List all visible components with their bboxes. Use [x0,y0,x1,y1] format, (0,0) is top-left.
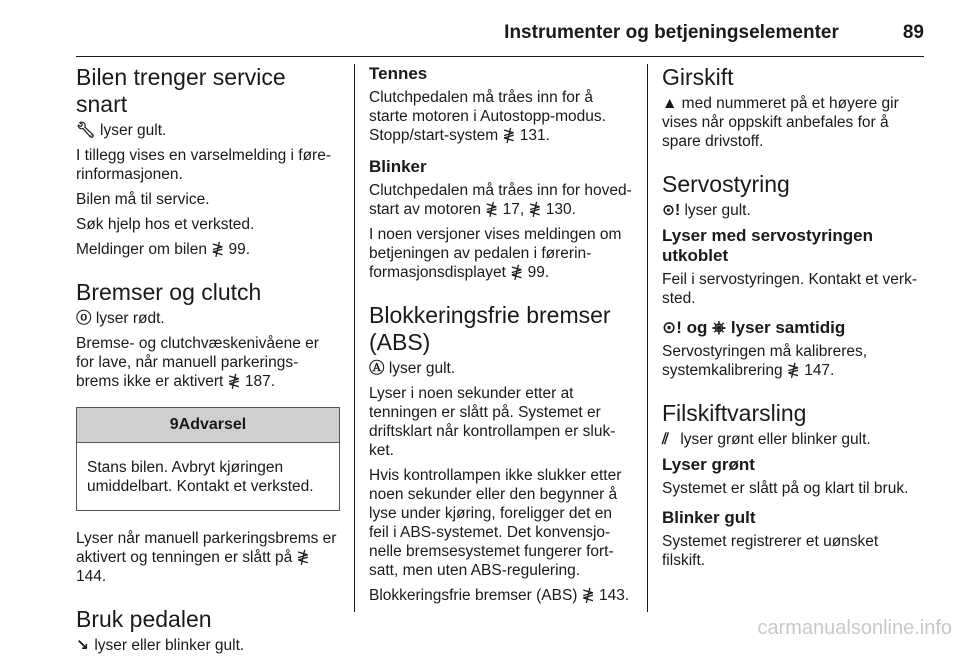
pedal-icon: ↘ [76,637,89,654]
lane-icon-line: ⫽ lyser grønt eller blinker gult. [662,431,871,448]
sub-steering-off: Lyser med servostyringen utkoblet [662,226,874,265]
heading-brakes-clutch: Bremser og clutch [76,279,262,305]
brake-warning-icon: ⓞ [76,310,92,327]
steering-wheel-icon: ⎈ [712,318,726,337]
watermark: carmanualsonline.info [757,617,952,639]
lane-p2: Systemet registrerer et uønsket filskift. [662,533,879,569]
steering-icon-line: ⊙! lyser gult. [662,202,751,219]
warning-header [77,408,339,443]
column-divider-2 [647,64,648,612]
steering-p2: Servostyringen må kalibreres, systemkalibrering ≹ 147. [662,343,868,379]
sub-lane-green: Lyser grønt [662,455,755,474]
steering-warning-icon: ⊙! [662,202,681,219]
up-arrow-icon: ▲ [662,95,678,112]
header-title: Instrumenter og betjeningselementer [504,22,839,43]
column-divider-1 [354,64,355,612]
abs-p3: Blokkeringsfrie bremser (ABS) ≹ 143. [369,587,630,604]
service-p2: Bilen må til service. [76,191,210,208]
heading-lane-warning: Filskiftvarsling [662,400,807,426]
service-p4: Meldinger om bilen ≹ 99. [76,241,251,258]
steering-p1: Feil i servostyringen. Kontakt et verk-sted. [662,271,917,307]
sub-steering-both: ⊙! og ⎈ lyser samtidig [662,318,846,337]
abs-p2: Hvis kontrollampen ikke slukker etter noen sekunder eller den begynner å lyse under kjøring, foreligger det en feil i ABS-systemet. Det konvensjo-nelle bremsesystemet fungerer fort-satt, men uten ABS-regulering. [369,467,622,579]
blinker-p2: I noen versjoner vises meldingen om betjeningen av pedalen i førerin-formasjonsdisplayet ≹ 99. [369,226,622,281]
heading-use-pedal: Bruk pedalen [76,606,212,632]
heading-abs: Blokkeringsfrie bremser (ABS) [369,302,611,355]
brake-icon-line: ⓞ lyser rødt. [76,310,165,327]
gear-icon-line: ▲ med nummeret på et høyere gir vises når oppskift anbefales for å spare drivstoff. [662,95,899,150]
heading-gear-shift: Girskift [662,64,734,90]
blinker-p1: Clutchpedalen må tråes inn for hoved-start av motoren ≹ 17, ≹ 130. [369,182,632,218]
parking-brake-text: Lyser når manuell parkeringsbrems er aktivert og tenningen er slått på ≹ 144. [76,530,337,585]
heading-service-soon: Bilen trenger service snart [76,64,286,117]
lane-p1: Systemet er slått på og klart til bruk. [662,480,909,497]
column-2 [369,64,634,611]
warning-triangle-icon: 9 [169,416,179,433]
abs-p1: Lyser i noen sekunder etter at tenningen er slått på. Systemet er driftsklart når kontrollampen er sluk-ket. [369,385,616,459]
heading-blinker: Blinker [369,157,427,176]
service-p3: Søk hjelp hos et verksted. [76,216,255,233]
sub-lane-yellow: Blinker gult [662,508,756,527]
brakes-p1: Bremse- og clutchvæskenivåene er for lave, når manuell parkerings-brems ikke er aktivert ≹ 187. [76,335,319,390]
heading-tennes: Tennes [369,64,428,83]
heading-power-steering: Servostyring [662,171,790,197]
warning-box [76,407,340,511]
tennes-p1: Clutchpedalen må tråes inn for å starte motoren i Autostopp-modus. Stopp/start-system ≹ 131. [369,89,606,144]
pedal-icon-line: ↘ lyser eller blinker gult. [76,637,245,654]
warning-title: Advarsel [178,416,247,433]
steering-warning-icon-2: ⊙! [662,318,682,337]
warning-body: Stans bilen. Avbryt kjøringen umiddelbart. Kontakt et verksted. [87,459,314,495]
page-number: 89 [902,22,924,43]
column-1 [76,64,340,661]
wrench-car-icon: 🔧︎ [76,122,96,139]
service-icon-line: 🔧︎ lyser gult. [76,122,167,139]
lane-departure-icon: ⫽ [662,431,669,448]
abs-icon-line: Ⓐ lyser gult. [369,360,456,377]
page-header [76,22,924,57]
service-p1: I tillegg vises en varselmelding i føre-rinformasjonen. [76,147,331,183]
column-3 [662,64,924,576]
abs-icon: Ⓐ [369,360,385,377]
